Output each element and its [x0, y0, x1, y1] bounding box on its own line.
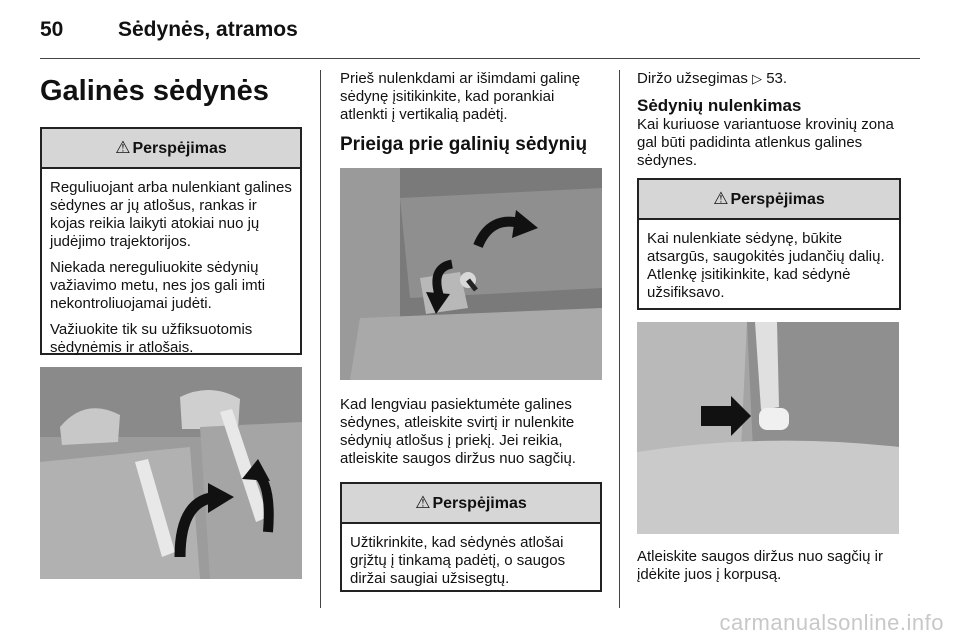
page-header — [40, 18, 298, 42]
warning-header — [639, 180, 899, 220]
section-heading-folding: Sėdynių nulenkimas — [637, 96, 802, 115]
warning-header — [42, 129, 300, 169]
warning-paragraph: Kai nulenkiate sėdynę, būkite atsargūs, saugokitės judančių dalių. Atlenkę įsitikinkite, kad sėdynė užsifiksavo. — [647, 230, 885, 301]
page-title: Galinės sėdynės — [40, 75, 269, 107]
warning-box-3 — [637, 178, 901, 310]
page-reference-arrow-icon: ▷ — [752, 71, 763, 86]
access-paragraph: Kad lengviau pasiektumėte galines sėdynes, atleiskite svirtį ir nulenkite sėdynių atlošus į priekį. Jei reikia, atleiskite saugos diržus nuo sagčių. — [340, 396, 576, 467]
intro-paragraph: Prieš nulenkdami ar išimdami galinę sėdynę įsitikinkite, kad porankiai atlenkti į vertikalią padėtį. — [340, 70, 581, 123]
seat-lever-photo — [340, 168, 602, 380]
caption-paragraph: Atleiskite saugos diržus nuo sagčių ir įdėkite juos į korpusą. — [637, 548, 883, 583]
folding-paragraph: Kai kuriuose variantuose krovinių zona gal būti padidinta atlenkus galines sėdynes. — [637, 116, 894, 169]
warning-box-1 — [40, 127, 302, 355]
warning-paragraph: Niekada nereguliuokite sėdynių važiavimo metu, nes jos gali imti nekontroliuojamai judėti. — [50, 259, 266, 312]
warning-paragraph: Reguliuojant arba nulenkiant galines sėdynes ar jų atlošus, rankas ir kojas reikia laikyti atokiai nuo jų judėjimo trajektorijos. — [50, 179, 292, 250]
column-divider-2 — [619, 70, 620, 608]
warning-box-2 — [340, 482, 602, 592]
warning-header — [342, 484, 600, 524]
belt-buckle-photo — [637, 322, 899, 534]
reference-page: 53. — [766, 70, 788, 87]
warning-paragraph: Važiuokite tik su užfiksuotomis sėdynėmis ir atlošais. — [50, 321, 253, 356]
warning-triangle-icon: ⚠ — [115, 138, 131, 157]
warning-label: Perspėjimas — [730, 191, 825, 208]
warning-paragraph: Užtikrinkite, kad sėdynės atlošai grįžtų į tinkamą padėtį, o saugos diržai saugiai užsisegtų. — [350, 534, 566, 587]
watermark: carmanualsonline.info — [719, 610, 944, 635]
warning-label: Perspėjimas — [132, 140, 227, 157]
column-2 — [340, 70, 602, 602]
warning-body — [342, 524, 600, 598]
column-1 — [40, 70, 302, 579]
warning-triangle-icon: ⚠ — [415, 493, 431, 512]
section-title: Sėdynės, atramos — [118, 18, 298, 41]
warning-label: Perspėjimas — [432, 495, 527, 512]
warning-body — [42, 169, 300, 367]
column-divider-1 — [320, 70, 321, 608]
section-heading-access: Prieiga prie galinių sėdynių — [340, 134, 588, 155]
header-rule — [40, 58, 920, 59]
rear-seats-photo — [40, 367, 302, 579]
warning-body — [639, 220, 899, 312]
column-3 — [637, 70, 901, 592]
warning-triangle-icon: ⚠ — [713, 189, 729, 208]
page-number: 50 — [40, 18, 64, 41]
cross-reference: Diržo užsegimas ▷ 53. — [637, 70, 788, 87]
